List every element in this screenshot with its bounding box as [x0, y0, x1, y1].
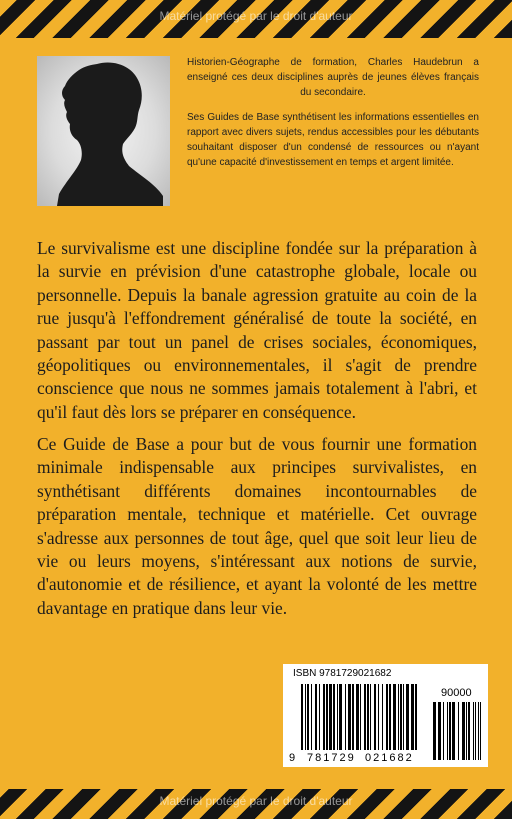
author-bio-paragraph-1: Historien-Géographe de formation, Charles Haudebrun a enseigné ces deux disciplines auprès de jeunes élèves français du secondaire. [187, 57, 479, 98]
description-paragraph-2: Ce Guide de Base a pour but de vous fournir une formation minimale indispensable aux principes survivalistes, en synthétisant différents domaines incontournables de préparation mentale, technique et matérielle. Cet ouvrage s'adresse aux personnes de tout âge, quel que soit leur lieu de vie ou leurs moyens, s'intéressant aux notions de survie, d'autonomie et de résilience, et ayant la volonté de les mettre davantage en pratique dans leur vie. [37, 434, 477, 618]
description-paragraph-1: Le survivalisme est une discipline fondée sur la préparation à la survie en prévision d'une catastrophe globale, locale ou personnelle. Depuis la banale agression gratuite au coin de la rue jusqu'à l'effondrement généralisé de toute la société, en passant par tout un panel de crises sociales, économiques, géopolitiques ou environnementales, il s'agit de prendre conscience que nous ne sommes jamais totalement à l'abri, et qu'il faut dès lors se préparer en conséquence. [37, 238, 477, 422]
barcode-digits-right: 021682 [365, 752, 414, 764]
copyright-watermark-bottom: Matériel protégé par le droit d'auteur [159, 794, 353, 808]
isbn-barcode [283, 664, 488, 767]
barcode-digit-first: 9 [289, 752, 296, 764]
author-portrait [37, 56, 170, 206]
price-code: 90000 [441, 687, 472, 699]
isbn-label: ISBN 9781729021682 [293, 668, 392, 679]
barcode-digits-left: 781729 [307, 752, 356, 764]
author-bio [187, 55, 479, 180]
author-bio-paragraph-2: Ses Guides de Base synthétisent les informations essentielles en rapport avec divers sujets, rendus accessibles pour les débutants souhaitant disposer d'un condensé de ressources ou n'ayant qu'une capacité d'investissement en temps et argent limitée. [187, 112, 479, 168]
author-silhouette-icon [37, 56, 170, 206]
copyright-watermark-top: Matériel protégé par le droit d'auteur [159, 9, 353, 23]
